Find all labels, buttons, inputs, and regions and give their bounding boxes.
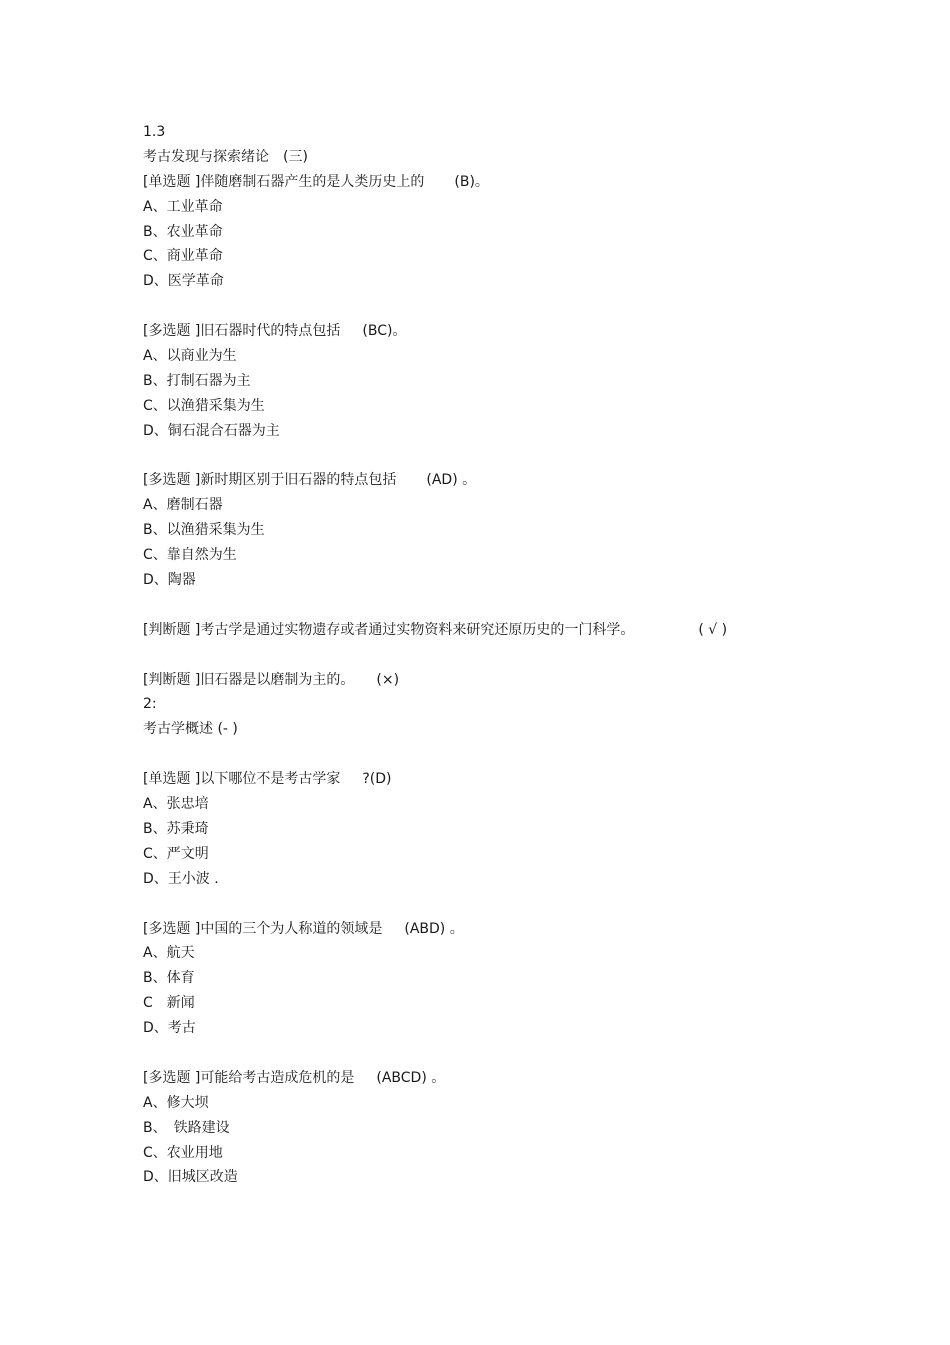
option: C、靠自然为生 xyxy=(143,547,237,564)
question-type: [单选题 ] xyxy=(143,771,201,788)
question-type: [多选题 ] xyxy=(143,472,201,489)
option: D、陶器 xyxy=(143,572,196,589)
question-type: [多选题 ] xyxy=(143,1069,201,1086)
option: B、以渔猎采集为生 xyxy=(143,522,265,539)
document-content xyxy=(143,120,843,1190)
question-3 xyxy=(143,468,843,493)
option: D、旧城区改造 xyxy=(143,1169,238,1186)
question-answer: (AD) 。 xyxy=(426,472,477,489)
option: A、航天 xyxy=(143,945,195,962)
question-text: 以下哪位不是考古学家 xyxy=(200,771,341,788)
question-text: 中国的三个为人称道的领域是 xyxy=(200,920,383,937)
option: B、体育 xyxy=(143,970,195,987)
question-5 xyxy=(143,917,843,942)
option: B、农业革命 xyxy=(143,223,223,240)
question-type: [多选题 ] xyxy=(143,920,201,937)
question-text: 可能给考古造成危机的是 xyxy=(200,1069,355,1086)
option: D、王小波 . xyxy=(143,870,219,887)
question-type: [多选题 ] xyxy=(143,323,201,340)
question-6 xyxy=(143,1066,843,1091)
option: C 新闻 xyxy=(143,995,195,1012)
question-type: [单选题 ] xyxy=(143,173,201,190)
question-4 xyxy=(143,767,843,792)
option: C、农业用地 xyxy=(143,1144,223,1161)
question-answer: (B)。 xyxy=(454,173,489,190)
question-1 xyxy=(143,170,843,195)
question-answer: (×) xyxy=(376,671,400,688)
question-answer: (ABCD) 。 xyxy=(376,1069,446,1086)
option: A、磨制石器 xyxy=(143,497,223,514)
section-number: 2: xyxy=(143,696,157,713)
question-answer: ?(D) xyxy=(362,771,392,788)
question-text: 新时期区别于旧石器的特点包括 xyxy=(200,472,397,489)
option: A、工业革命 xyxy=(143,198,223,215)
option: B、苏秉琦 xyxy=(143,820,209,837)
question-type: [判断题 ] xyxy=(143,621,201,638)
judge-question-2 xyxy=(143,668,843,693)
option: A、以商业为生 xyxy=(143,348,237,365)
question-text: 旧石器是以磨制为主的。 xyxy=(200,671,355,688)
question-2 xyxy=(143,319,843,344)
option: C、商业革命 xyxy=(143,248,223,265)
option: A、张忠培 xyxy=(143,796,209,813)
option: B、 铁路建设 xyxy=(143,1119,230,1136)
question-text: 伴随磨制石器产生的是人类历史上的 xyxy=(200,173,425,190)
question-answer: (ABD) 。 xyxy=(404,920,464,937)
question-answer: (BC)。 xyxy=(362,323,407,340)
section-title: 考古发现与探索绪论 (三) xyxy=(143,148,308,165)
option: D、医学革命 xyxy=(143,273,224,290)
option: D、铜石混合石器为主 xyxy=(143,422,280,439)
option: A、修大坝 xyxy=(143,1094,209,1111)
section-title: 考古学概述 (- ) xyxy=(143,721,238,738)
question-type: [判断题 ] xyxy=(143,671,201,688)
question-text: 考古学是通过实物遗存或者通过实物资料来研究还原历史的一门科学。 xyxy=(200,621,635,638)
option: D、考古 xyxy=(143,1020,196,1037)
section-number: 1.3 xyxy=(143,124,166,140)
option: C、严文明 xyxy=(143,845,209,862)
question-answer: ( √ ) xyxy=(698,621,728,638)
option: B、打制石器为主 xyxy=(143,372,251,389)
question-text: 旧石器时代的特点包括 xyxy=(200,323,341,340)
judge-question-1 xyxy=(143,618,843,643)
option: C、以渔猎采集为生 xyxy=(143,397,265,414)
